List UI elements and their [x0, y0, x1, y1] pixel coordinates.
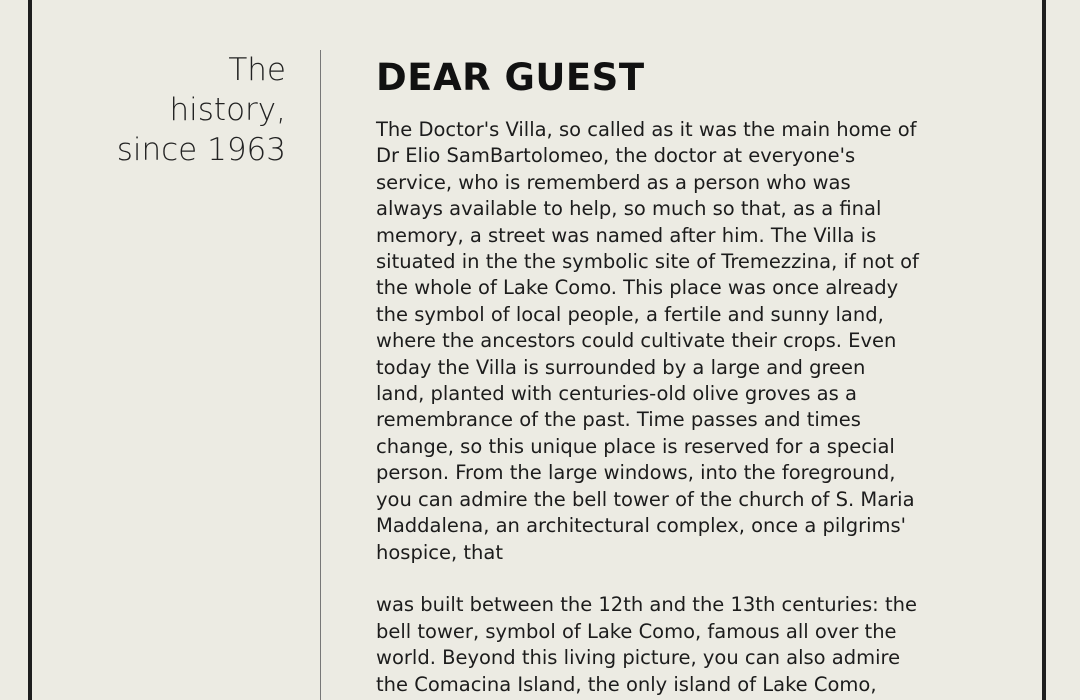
text-line: Maddalena, an architectural complex, once a pilgrims': [376, 514, 907, 538]
text-line: world. Beyond this living picture, you can also admire: [376, 646, 901, 670]
side-title-line: since 1963: [116, 132, 286, 168]
text-line: land, planted with centuries-old olive groves as a: [376, 382, 857, 406]
body-paragraph: [376, 117, 1016, 566]
text-line: The Doctor's Villa, so called as it was the main home of: [376, 118, 917, 141]
text-line: always available to help, so much so that, as a final: [376, 197, 882, 221]
vertical-divider: [320, 50, 321, 700]
text-line: memory, a street was named after him. The Villa is: [376, 223, 877, 247]
history-side-title: [80, 50, 286, 170]
body-text: [376, 117, 1016, 698]
text-line: bell tower, symbol of Lake Como, famous all over the: [376, 619, 897, 643]
text-line: the whole of Lake Como. This place was once already: [376, 276, 899, 300]
text-line: change, so this unique place is reserved for a special: [376, 434, 895, 458]
text-line: service, who is rememberd as a person who was: [376, 170, 851, 194]
text-line: Dr Elio SamBartolomeo, the doctor at everyone's: [376, 144, 856, 168]
page-heading: DEAR GUEST: [376, 56, 645, 99]
text-line: was built between the 12th and the 13th centuries: the: [376, 593, 917, 617]
text-line: you can admire the bell tower of the church of S. Maria: [376, 487, 915, 511]
text-line: the Comacina Island, the only island of Lake Como,: [376, 672, 877, 696]
text-line: person. From the large windows, into the foreground,: [376, 461, 896, 485]
side-title-line: The: [228, 52, 286, 88]
text-line: hospice, that: [376, 540, 503, 564]
text-line: situated in the the symbolic site of Tremezzina, if not of: [376, 250, 919, 274]
body-paragraph: [376, 592, 1016, 698]
text-line: today the Villa is surrounded by a large and green: [376, 355, 866, 379]
side-title-line: history,: [169, 92, 286, 128]
text-line: where the ancestors could cultivate their crops. Even: [376, 329, 897, 353]
text-line: the symbol of local people, a fertile and sunny land,: [376, 302, 884, 326]
text-line: remembrance of the past. Time passes and times: [376, 408, 861, 432]
